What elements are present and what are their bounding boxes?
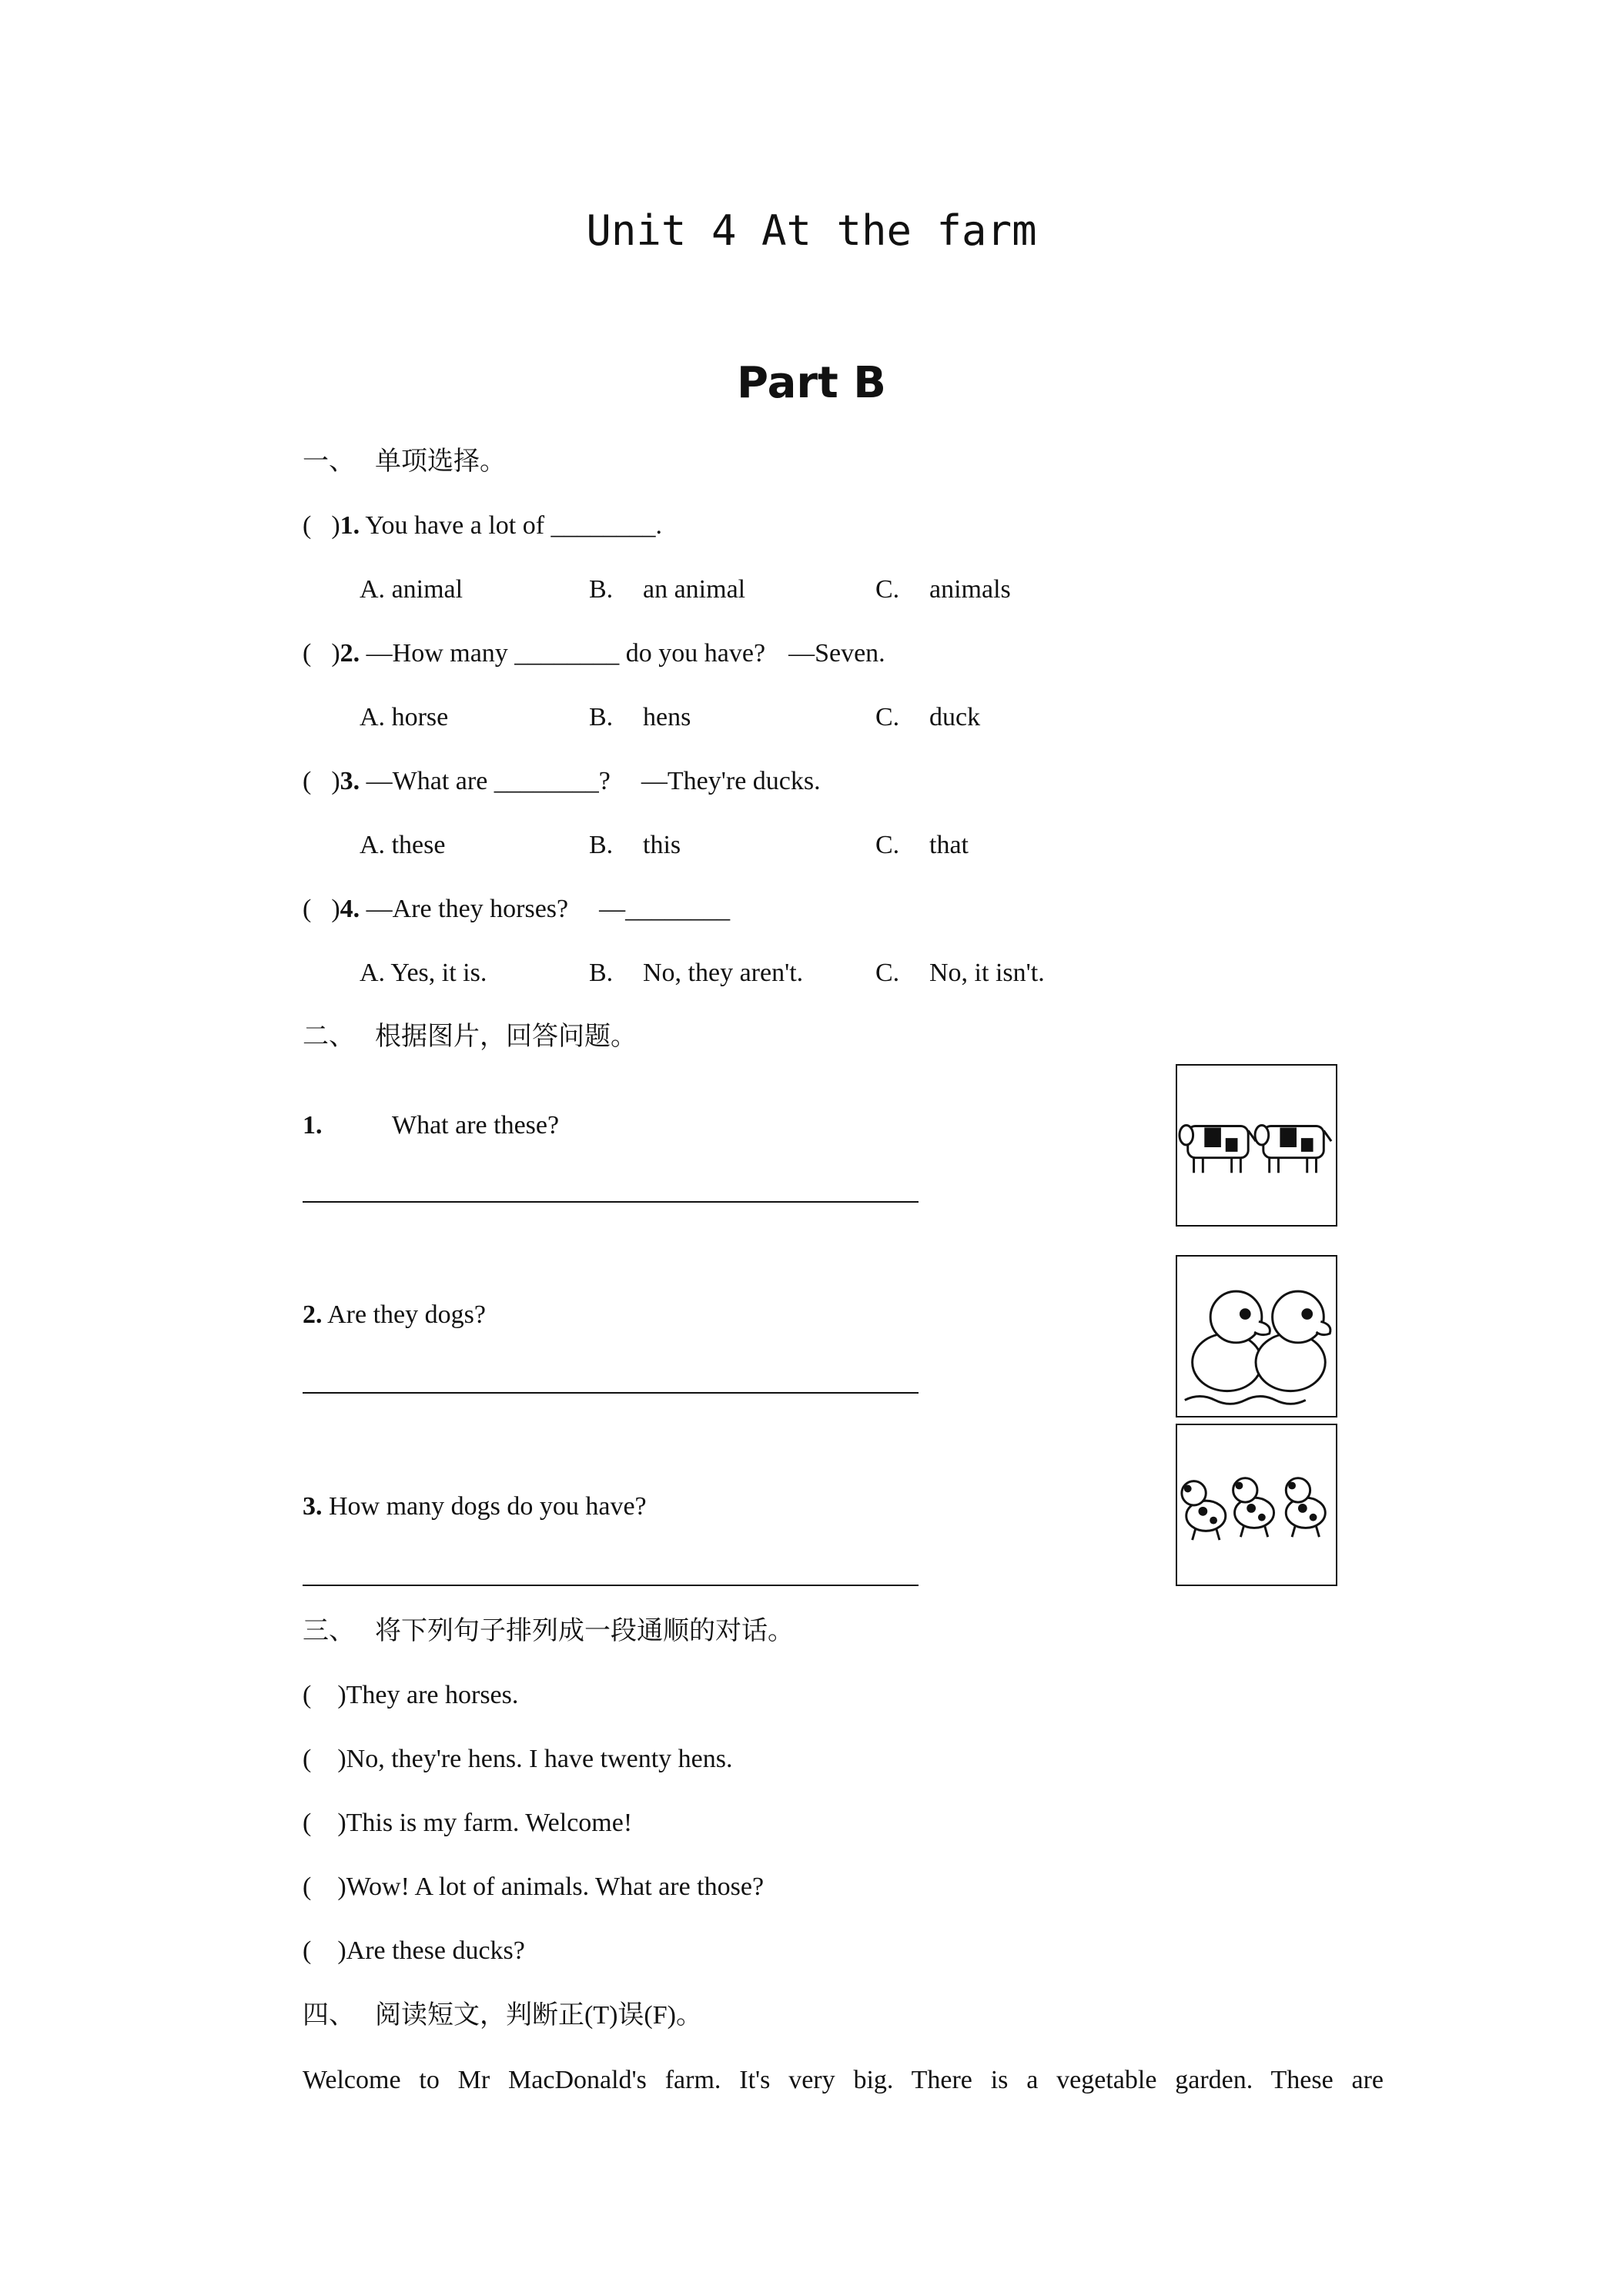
section-3-number: 三、 <box>303 1617 355 1645</box>
answer-line-1 <box>303 1201 919 1203</box>
mc-q2-option-b: hens <box>643 703 691 731</box>
mc-q4-option-b-letter: B. <box>589 959 614 987</box>
dogs-icon <box>1176 1424 1337 1586</box>
dialogue-line-3: ( )This is my farm. Welcome! <box>303 1809 633 1837</box>
section-2-title: 根据图片，回答问题。 <box>375 1022 637 1051</box>
mc-q4-option-c: No, it isn't. <box>929 959 1045 987</box>
mc-q1-option-a: A. animal <box>360 575 463 604</box>
picture-question-1-text: What are these? <box>392 1111 560 1140</box>
section-1-title: 单项选择。 <box>375 447 506 476</box>
mc-q3-option-c-letter: C. <box>875 831 900 859</box>
mc-q2-option-c-letter: C. <box>875 703 900 731</box>
mc-q2-option-a: A. horse <box>360 703 449 731</box>
mc-q4-option-a: A. Yes, it is. <box>360 959 487 987</box>
mc-q4-option-c-letter: C. <box>875 959 900 987</box>
dialogue-line-5: ( )Are these ducks? <box>303 1936 525 1965</box>
answer-line-2 <box>303 1392 919 1394</box>
answer-line-3 <box>303 1585 919 1586</box>
dialogue-line-2: ( )No, they're hens. I have twenty hens. <box>303 1745 733 1773</box>
mc-question-2: ( )2. —How many ________ do you have? —Seven. <box>303 639 885 668</box>
mc-question-4-text: —Are they horses? <box>366 895 569 923</box>
mc-q3-option-b-letter: B. <box>589 831 614 859</box>
section-1-number: 一、 <box>303 447 355 476</box>
mc-q1-option-c-letter: C. <box>875 575 900 604</box>
mc-q2-option-b-letter: B. <box>589 703 614 731</box>
mc-q3-option-a: A. these <box>360 831 446 859</box>
mc-question-4-answer: —________ <box>599 895 731 923</box>
mc-question-3-answer: —They're ducks. <box>641 767 821 795</box>
mc-question-2-text: —How many ________ do you have? <box>366 639 766 668</box>
section-4-heading <box>303 1999 702 2033</box>
page-subtitle: Part B <box>737 358 886 408</box>
reading-paragraph: Welcome to Mr MacDonald's farm. It's very big. There is a vegetable garden. These are <box>303 2066 1384 2094</box>
section-2-heading <box>303 1020 637 1054</box>
section-4-number: 四、 <box>303 2001 355 2030</box>
section-1-heading <box>303 445 506 479</box>
mc-q1-option-b: an animal <box>643 575 746 604</box>
mc-question-3: ( )3. —What are ________? —They're ducks. <box>303 767 821 795</box>
mc-question-1-text: You have a lot of ________. <box>365 511 663 540</box>
mc-question-4: ( )4. —Are they horses? —________ <box>303 895 731 923</box>
mc-question-1: ( )1. You have a lot of ________. <box>303 511 663 540</box>
picture-question-3: 3. How many dogs do you have? <box>303 1492 647 1521</box>
dialogue-line-4: ( )Wow! A lot of animals. What are those? <box>303 1873 765 1901</box>
mc-question-2-answer: —Seven. <box>788 639 885 668</box>
section-3-title: 将下列句子排列成一段通顺的对话。 <box>375 1617 794 1645</box>
mc-q3-option-b: this <box>643 831 681 859</box>
picture-question-2: 2. Are they dogs? <box>303 1300 486 1329</box>
section-3-heading <box>303 1615 794 1648</box>
picture-question-3-text: How many dogs do you have? <box>329 1492 647 1521</box>
picture-question-1: 1. What are these? <box>303 1111 560 1140</box>
mc-q1-option-b-letter: B. <box>589 575 614 604</box>
mc-q2-option-c: duck <box>929 703 981 731</box>
page-title: Unit 4 At the farm <box>586 206 1037 255</box>
mc-question-3-text: —What are ________? <box>366 767 611 795</box>
dialogue-line-1: ( )They are horses. <box>303 1681 519 1709</box>
ducks-icon <box>1176 1255 1337 1417</box>
mc-q4-option-b: No, they aren't. <box>643 959 804 987</box>
section-4-title: 阅读短文，判断正(T)误(F)。 <box>375 2001 702 2030</box>
picture-question-2-text: Are they dogs? <box>327 1300 486 1329</box>
mc-q1-option-c: animals <box>929 575 1011 604</box>
mc-q3-option-c: that <box>929 831 969 859</box>
cows-icon <box>1176 1064 1337 1227</box>
section-2-number: 二、 <box>303 1022 355 1051</box>
